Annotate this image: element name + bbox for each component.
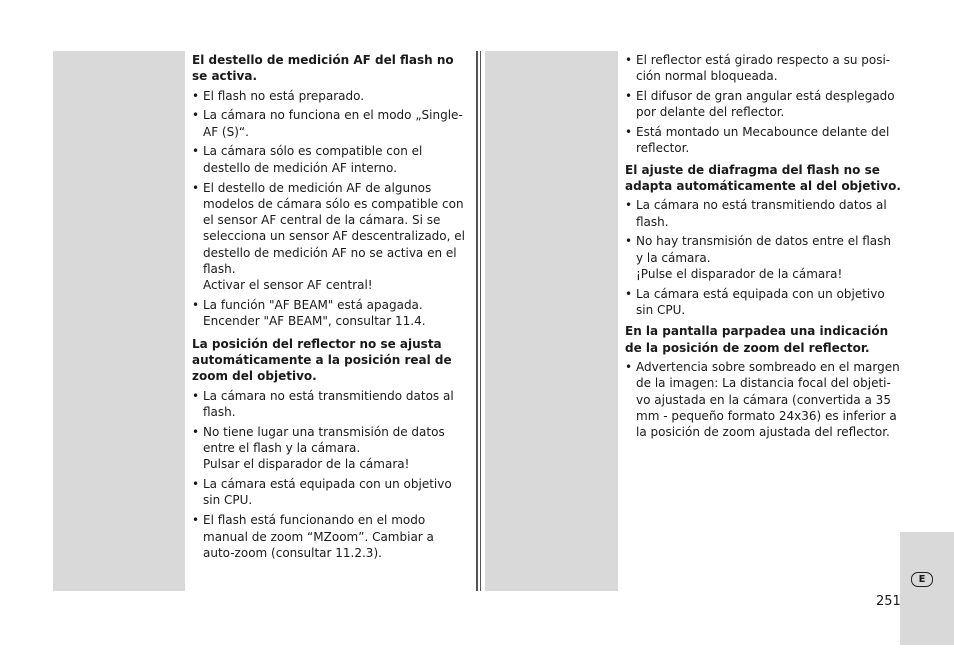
right-text-column	[625, 52, 901, 444]
section-heading-zoom-indicator: En la pantalla parpadea una indicación de la posición de zoom del reflector.	[625, 324, 889, 355]
list-item: • Está montado un Mecabounce delante del reflector.	[625, 124, 901, 157]
list-item: • No tiene lugar una transmisión de datos entre el flash y la cámara. Pulsar el disparador de la cámara!	[192, 424, 466, 473]
reflector-zoom-list	[192, 388, 466, 561]
section-heading-aperture: El ajuste de diafragma del flash no se adapta automáticamente al del objetivo.	[625, 162, 901, 194]
list-item: • La cámara no está transmitiendo datos al flash.	[625, 197, 901, 230]
center-divider-right	[480, 51, 481, 591]
section-heading-reflector-zoom: La posición del reflector no se ajusta automáticamente a la posición real de zoom del objetivo.	[192, 336, 452, 384]
center-margin-panel	[485, 51, 618, 591]
list-item: • La función "AF BEAM" está apagada. Encender "AF BEAM", consultar 11.4.	[192, 297, 466, 330]
af-beam-list	[192, 88, 466, 330]
list-item: • La cámara no funciona en el modo „Single-AF (S)“.	[192, 107, 466, 140]
list-item: • La cámara está equipada con un objetivo sin CPU.	[625, 286, 901, 319]
left-text-column	[192, 52, 466, 565]
list-item-note: Pulsar el disparador de la cámara!	[203, 457, 410, 472]
page-number: 251	[876, 594, 901, 609]
aperture-list	[625, 197, 901, 318]
section-heading-af-beam: El destello de medición AF del flash no se activa.	[192, 53, 454, 84]
list-item: • Advertencia sobre sombreado en el margen de la imagen: La distancia focal del objeti-vo ajustada en la cámara (convertida a 35 mm - pequeño formato 24x36) es inferior a la posición de zoom ajustada del reflector.	[625, 359, 901, 440]
list-item-note: ¡Pulse el disparador de la cámara!	[636, 267, 843, 282]
list-item: • El destello de medición AF de algunos modelos de cámara sólo es compatible con el sensor AF central de la cámara. Si se selecciona un sensor AF descentralizado, el destello de medición AF no se activa en el flash. Activar el sensor AF central!	[192, 180, 466, 294]
list-item: • El difusor de gran angular está desplegado por delante del reflector.	[625, 88, 901, 121]
list-item: • No hay transmisión de datos entre el flash y la cámara. ¡Pulse el disparador de la cámara!	[625, 233, 901, 282]
list-item-note: Activar el sensor AF central!	[203, 278, 373, 293]
reflector-position-list	[625, 52, 901, 157]
list-item: • La cámara sólo es compatible con el destello de medición AF interno.	[192, 143, 466, 176]
list-item: • El flash está funcionando en el modo manual de zoom “MZoom”. Cambiar a auto-zoom (consultar 11.2.3).	[192, 512, 466, 561]
language-badge: E	[911, 572, 933, 587]
list-item: • El reflector está girado respecto a su posi-ción normal bloqueada.	[625, 52, 901, 85]
list-item: • La cámara está equipada con un objetivo sin CPU.	[192, 476, 466, 509]
list-item: • El flash no está preparado.	[192, 88, 466, 104]
zoom-indicator-list	[625, 359, 901, 440]
center-divider-left	[476, 51, 478, 591]
left-margin-panel	[53, 51, 185, 591]
list-item: • La cámara no está transmitiendo datos al flash.	[192, 388, 466, 421]
right-tab-panel	[900, 532, 954, 645]
